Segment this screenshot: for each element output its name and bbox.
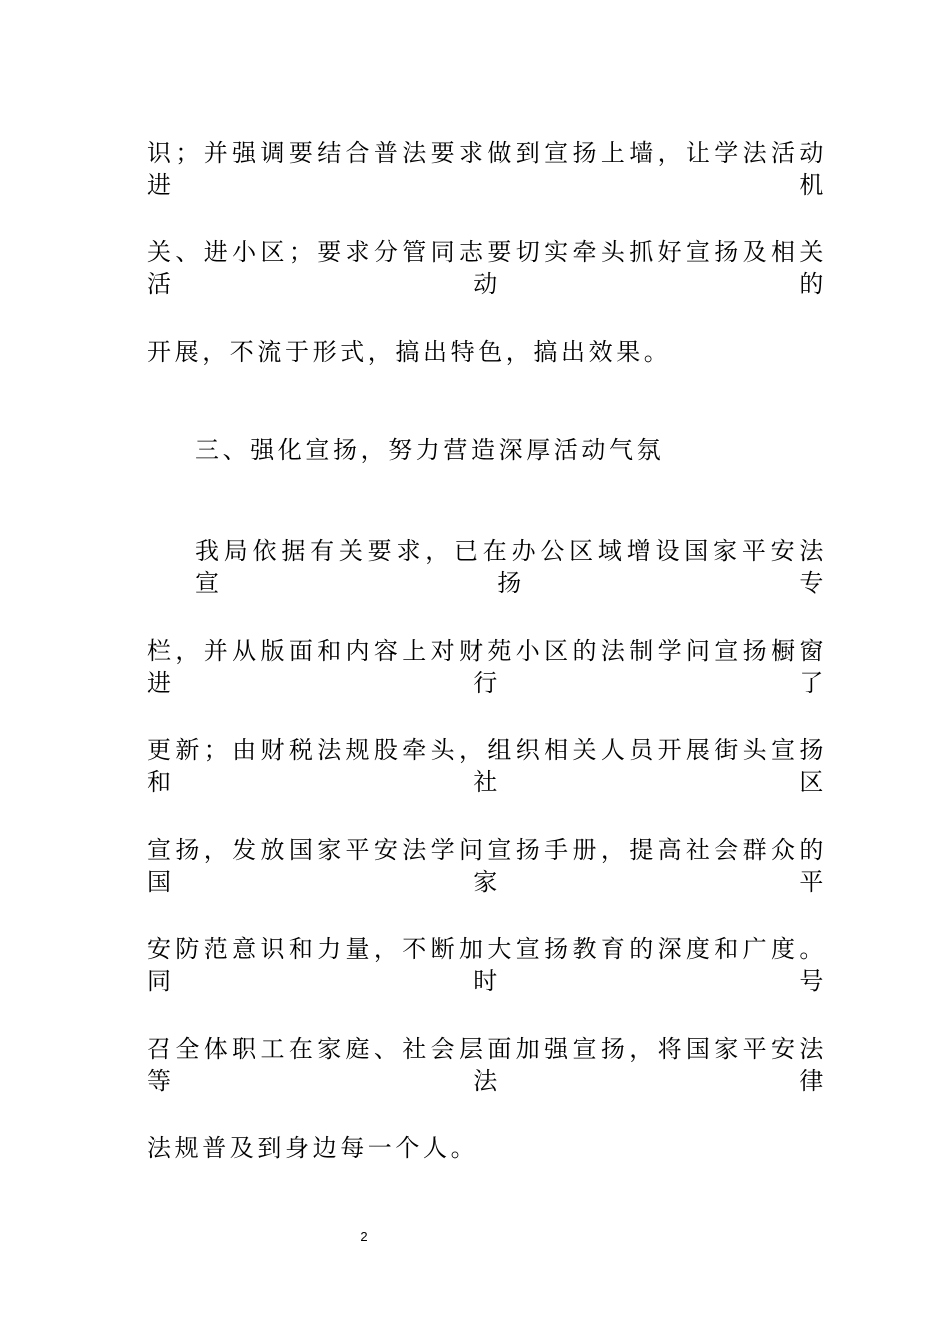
paragraph-line-2: 关、进小区；要求分管同志要切实牵头抓好宣扬及相关活动的 [147,238,827,298]
paragraph-line-7: 更新；由财税法规股牵头，组织相关人员开展街头宣扬和社区 [147,736,827,796]
paragraph-line-8: 宣扬，发放国家平安法学问宣扬手册，提高社会群众的国家平 [147,836,827,896]
paragraph-line-11: 法规普及到身边每一个人。 [147,1134,479,1162]
paragraph-line-10: 召全体职工在家庭、社会层面加强宣扬，将国家平安法等法律 [147,1035,827,1095]
paragraph-line-1: 识；并强调要结合普法要求做到宣扬上墙，让学法活动进机 [147,139,827,199]
paragraph-line-6: 栏，并从版面和内容上对财苑小区的法制学问宣扬橱窗进行了 [147,637,827,697]
section-heading: 三、强化宣扬，努力营造深厚活动气氛 [195,436,665,464]
paragraph-line-9: 安防范意识和力量，不断加大宣扬教育的深度和广度。同时号 [147,935,827,995]
page-number: 2 [360,1229,368,1244]
paragraph-line-3: 开展，不流于形式，搞出特色，搞出效果。 [147,338,672,366]
paragraph-line-5: 我局依据有关要求，已在办公区域增设国家平安法宣扬专 [195,537,827,597]
